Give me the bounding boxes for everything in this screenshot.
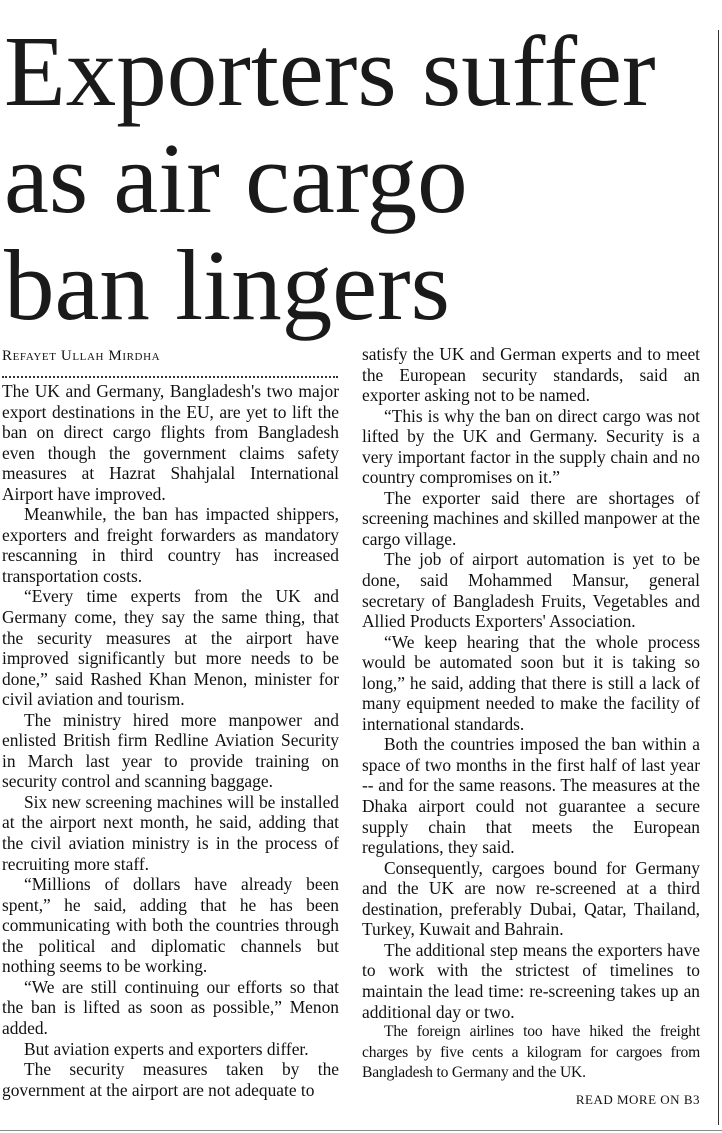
read-more-link[interactable]: READ MORE ON B3	[575, 1091, 700, 1107]
paragraph: “Every time experts from the UK and Germany come, they say the same thing, that the security measures at the airport have improved significantly but more needs to be done,” said Rashed Khan Menon, minister for civil aviation and tourism.	[2, 586, 339, 710]
paragraph: Six new screening machines will be installed at the airport next month, he said, adding that the civil aviation ministry is in the process of recruiting more staff.	[2, 791, 339, 874]
byline-divider	[2, 366, 338, 378]
article-column-1	[2, 344, 339, 1100]
paragraph: The security measures taken by the government at the airport are not adequate to	[2, 1059, 339, 1100]
article-column-2	[362, 344, 700, 1110]
paragraph: The additional step means the exporters have to work with the strictest of timelines to maintain the lead time: re-screening takes up an additional day or two.	[362, 939, 700, 1022]
paragraph: “We keep hearing that the whole process would be automated soon but it is taking so long,” he said, adding that there is still a lack of many equipment needed to make the facility of international standards.	[362, 631, 700, 734]
paragraph: The exporter said there are shortages of screening machines and skilled manpower at the cargo village.	[362, 487, 700, 549]
paragraph: Both the countries imposed the ban within a space of two months in the first half of last year -- and for the same reasons. The measures at the Dhaka airport could not guarantee a secure supply chain that meets the European regulations, they said.	[362, 734, 700, 858]
headline-line-1: Exporters suffer	[4, 15, 656, 127]
headline-line-2: as air cargo	[4, 122, 468, 234]
bottom-rule	[0, 1130, 722, 1131]
paragraph: Meanwhile, the ban has impacted shippers, exporters and freight forwarders as mandatory rescanning in third country has increased transportation costs.	[2, 504, 339, 586]
paragraph: The ministry hired more manpower and enlisted British firm Redline Aviation Security in March last year to provide training on security control and scanning baggage.	[2, 709, 339, 792]
paragraph: “Millions of dollars have already been spent,” he said, adding that he has been communicating with both the countries through the political and diplomatic channels but nothing seems to be working.	[2, 874, 339, 977]
headline	[4, 15, 716, 341]
paragraph: “We are still continuing our efforts so that the ban is lifted as soon as possible,” Menon added.	[2, 976, 339, 1038]
paragraph: Consequently, cargoes bound for Germany and the UK are now re-screened at a third destination, preferably Dubai, Qatar, Thailand, Turkey, Kuwait and Bahrain.	[362, 857, 700, 940]
paragraph: satisfy the UK and German experts and to meet the European security standards, said an exporter asking not to be named.	[362, 344, 700, 406]
paragraph: “This is why the ban on direct cargo was not lifted by the UK and Germany. Security is a very important factor in the supply chain and no country compromises on it.”	[362, 405, 700, 488]
paragraph: The UK and Germany, Bangladesh's two major export destinations in the EU, are yet to lift the ban on direct cargo flights from Bangladesh even though the government claims safety measures at Hazrat Shahjalal International Airport have improved.	[2, 381, 339, 504]
paragraph: The foreign airlines too have hiked the freight charges by five cents a kilogram for cargoes from Bangladesh to Germany and the UK.	[362, 1023, 700, 1082]
paragraph: The job of airport automation is yet to be done, said Mohammed Mansur, general secretary of Bangladesh Fruits, Vegetables and Allied Products Exporters' Association.	[362, 549, 700, 632]
headline-line-3: ban lingers	[4, 229, 450, 341]
byline: Refayet Ullah Mirdha	[2, 348, 161, 364]
paragraph: But aviation experts and exporters differ.	[24, 1038, 309, 1059]
column-rule	[718, 30, 719, 1125]
